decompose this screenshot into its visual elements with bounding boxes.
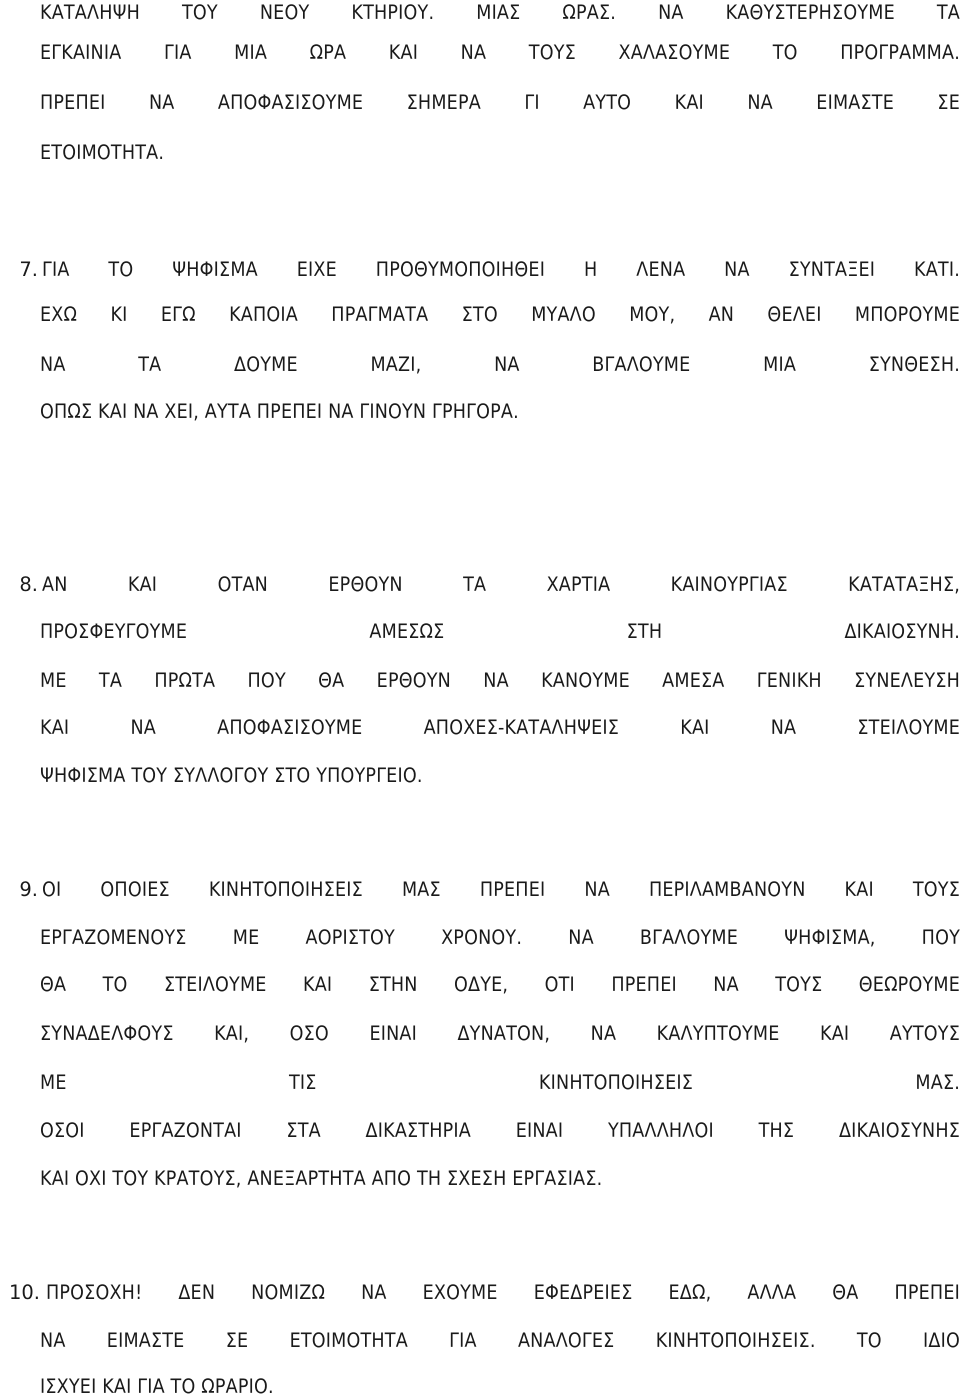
item-9-line-3: ΘΑ ΤΟ ΣΤΕΙΛΟΥΜΕ ΚΑΙ ΣΤΗΝ ΟΔΥΕ, ΟΤΙ ΠΡΕΠΕΙ ΝΑ ΤΟΥΣ ΘΕΩΡΟΥΜΕ xyxy=(40,973,960,996)
item-8-line-1: ΑΝ ΚΑΙ ΟΤΑΝ ΕΡΘΟΥΝ ΤΑ ΧΑΡΤΙΑ ΚΑΙΝΟΥΡΓΙΑΣ ΚΑΤΑΤΑΞΗΣ, xyxy=(42,573,960,596)
item-9-line-6: ΟΣΟΙ ΕΡΓΑΖΟΝΤΑΙ ΣΤΑ ΔΙΚΑΣΤΗΡΙΑ ΕΙΝΑΙ ΥΠΑΛΛΗΛΟΙ ΤΗΣ ΔΙΚΑΙΟΣΥΝΗΣ xyxy=(40,1119,960,1142)
item-9-line-4: ΣΥΝΑΔΕΛΦΟΥΣ ΚΑΙ, ΟΣΟ ΕΙΝΑΙ ΔΥΝΑΤΟΝ, ΝΑ ΚΑΛΥΠΤΟΥΜΕ ΚΑΙ ΑΥΤΟΥΣ xyxy=(40,1022,960,1045)
item-9-number: 9. xyxy=(19,878,38,901)
item-8-line-5: ΨΗΦΙΣΜΑ ΤΟΥ ΣΥΛΛΟΓΟΥ ΣΤΟ ΥΠΟΥΡΓΕΙΟ. xyxy=(40,764,423,787)
item-9-line-1: ΟΙ ΟΠΟΙΕΣ ΚΙΝΗΤΟΠΟΙΗΣΕΙΣ ΜΑΣ ΠΡΕΠΕΙ ΝΑ ΠΕΡΙΛΑΜΒΑΝΟΥΝ ΚΑΙ ΤΟΥΣ xyxy=(42,878,960,901)
item-10-line-3: ΙΣΧΥΕΙ ΚΑΙ ΓΙΑ ΤΟ ΩΡΑΡΙΟ. xyxy=(40,1375,274,1398)
intro-line-2: ΕΓΚΑΙΝΙΑ ΓΙΑ ΜΙΑ ΩΡΑ ΚΑΙ ΝΑ ΤΟΥΣ ΧΑΛΑΣΟΥΜΕ ΤΟ ΠΡΟΓΡΑΜΜΑ. xyxy=(40,41,960,64)
item-10-number: 10. xyxy=(8,1281,40,1304)
item-8-line-3: ΜΕ ΤΑ ΠΡΩΤΑ ΠΟΥ ΘΑ ΕΡΘΟΥΝ ΝΑ ΚΑΝΟΥΜΕ ΑΜΕΣΑ ΓΕΝΙΚΗ ΣΥΝΕΛΕΥΣΗ xyxy=(40,669,960,692)
item-9-line-5: ΜΕ ΤΙΣ ΚΙΝΗΤΟΠΟΙΗΣΕΙΣ ΜΑΣ. xyxy=(40,1071,960,1094)
item-7-number: 7. xyxy=(19,258,38,281)
item-8-line-2: ΠΡΟΣΦΕΥΓΟΥΜΕ ΑΜΕΣΩΣ ΣΤΗ ΔΙΚΑΙΟΣΥΝΗ. xyxy=(40,620,960,643)
item-10-line-2: ΝΑ ΕΙΜΑΣΤΕ ΣΕ ΕΤΟΙΜΟΤΗΤΑ ΓΙΑ ΑΝΑΛΟΓΕΣ ΚΙΝΗΤΟΠΟΙΗΣΕΙΣ. ΤΟ ΙΔΙΟ xyxy=(40,1329,960,1352)
intro-line-3: ΠΡΕΠΕΙ ΝΑ ΑΠΟΦΑΣΙΣΟΥΜΕ ΣΗΜΕΡΑ ΓΙ ΑΥΤΟ ΚΑΙ ΝΑ ΕΙΜΑΣΤΕ ΣΕ xyxy=(40,91,960,114)
item-7-line-3: ΝΑ ΤΑ ΔΟΥΜΕ ΜΑΖΙ, ΝΑ ΒΓΑΛΟΥΜΕ ΜΙΑ ΣΥΝΘΕΣΗ. xyxy=(40,353,960,376)
item-9-line-2: ΕΡΓΑΖΟΜΕΝΟΥΣ ΜΕ ΑΟΡΙΣΤΟΥ ΧΡΟΝΟΥ. ΝΑ ΒΓΑΛΟΥΜΕ ΨΗΦΙΣΜΑ, ΠΟΥ xyxy=(40,926,960,949)
intro-line-1: ΚΑΤΑΛΗΨΗ ΤΟΥ ΝΕΟΥ ΚΤΗΡΙΟΥ. ΜΙΑΣ ΩΡΑΣ. ΝΑ ΚΑΘΥΣΤΕΡΗΣΟΥΜΕ ΤΑ xyxy=(40,1,960,24)
item-9-line-7: ΚΑΙ ΟΧΙ ΤΟΥ ΚΡΑΤΟΥΣ, ΑΝΕΞΑΡΤΗΤΑ ΑΠΟ ΤΗ ΣΧΕΣΗ ΕΡΓΑΣΙΑΣ. xyxy=(40,1167,603,1190)
item-7-line-4: ΟΠΩΣ ΚΑΙ ΝΑ ΧΕΙ, ΑΥΤΑ ΠΡΕΠΕΙ ΝΑ ΓΙΝΟΥΝ ΓΡΗΓΟΡΑ. xyxy=(40,400,519,423)
item-10-line-1: ΠΡΟΣΟΧΗ! ΔΕΝ ΝΟΜΙΖΩ ΝΑ ΕΧΟΥΜΕ ΕΦΕΔΡΕΙΕΣ ΕΔΩ, ΑΛΛΑ ΘΑ ΠΡΕΠΕΙ xyxy=(46,1281,960,1304)
item-8-line-4: ΚΑΙ ΝΑ ΑΠΟΦΑΣΙΣΟΥΜΕ ΑΠΟΧΕΣ-ΚΑΤΑΛΗΨΕΙΣ ΚΑΙ ΝΑ ΣΤΕΙΛΟΥΜΕ xyxy=(40,716,960,739)
item-8-number: 8. xyxy=(19,573,38,596)
intro-line-4: ΕΤΟΙΜΟΤΗΤΑ. xyxy=(40,141,165,164)
item-7-line-2: ΕΧΩ ΚΙ ΕΓΩ ΚΑΠΟΙΑ ΠΡΑΓΜΑΤΑ ΣΤΟ ΜΥΑΛΟ ΜΟΥ, ΑΝ ΘΕΛΕΙ ΜΠΟΡΟΥΜΕ xyxy=(40,303,960,326)
item-7-line-1: ΓΙΑ ΤΟ ΨΗΦΙΣΜΑ ΕΙΧΕ ΠΡΟΘΥΜΟΠΟΙΗΘΕΙ Η ΛΕΝΑ ΝΑ ΣΥΝΤΑΞΕΙ ΚΑΤΙ. xyxy=(42,258,960,281)
